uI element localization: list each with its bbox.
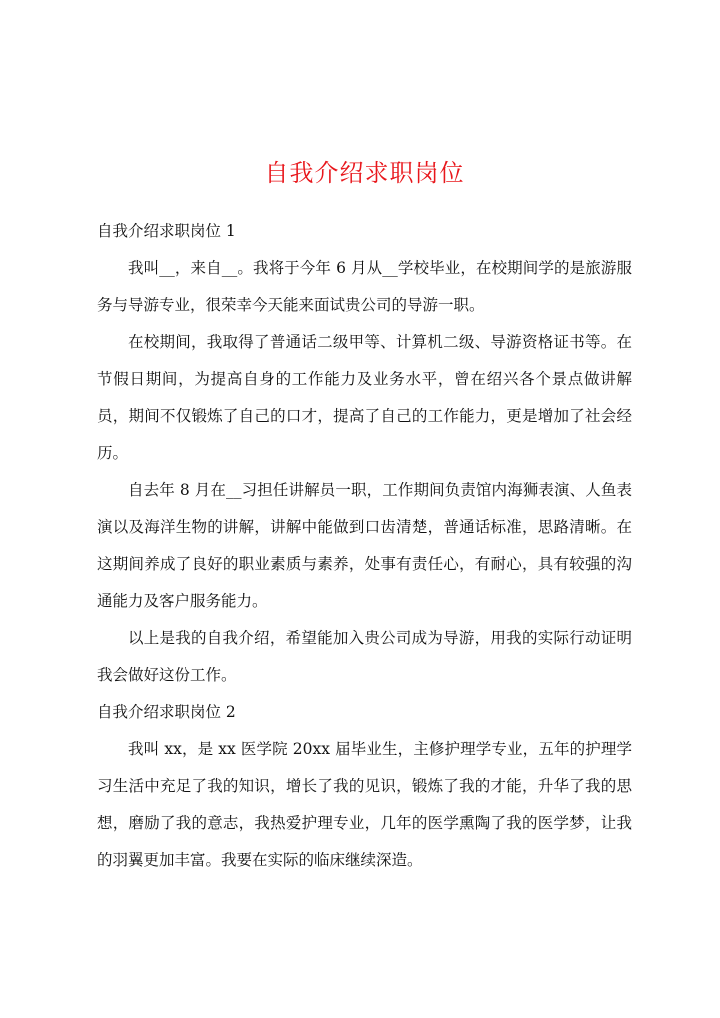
paragraph: 我叫__，来自__。我将于今年 6 月从__学校毕业，在校期间学的是旅游服务与导游专业，很荣幸今天能来面试贵公司的导游一职。 (97, 259, 632, 314)
paragraph: 在校期间，我取得了普通话二级甲等、计算机二级、导游资格证书等。在节假日期间，为提高自身的工作能力及业务水平，曾在绍兴各个景点做讲解员，期间不仅锻炼了自己的口才，提高了自己的工作能力，更是增加了社会经历。 (97, 333, 632, 462)
paragraph: 以上是我的自我介绍，希望能加入贵公司成为导游，用我的实际行动证明我会做好这份工作。 (97, 629, 632, 684)
document-title: 自我介绍求职岗位 (264, 159, 465, 187)
section-heading: 自我介绍求职岗位 1 (97, 222, 236, 240)
paragraph: 我叫 xx，是 xx 医学院 20xx 届毕业生，主修护理学专业，五年的护理学习生活中充足了我的知识，增长了我的见识，锻炼了我的才能，升华了我的思想，磨励了我的意志，我热爱护理专业，几年的医学熏陶了我的医学梦，让我的羽翼更加丰富。我要在实际的临床继续深造。 (97, 740, 632, 869)
section-2 (97, 694, 632, 879)
paragraph: 自去年 8 月在__习担任讲解员一职，工作期间负责馆内海狮表演、人鱼表演以及海洋生物的讲解，讲解中能做到口齿清楚，普通话标准，思路清晰。在这期间养成了良好的职业素质与素养，处事有责任心，有耐心，具有较强的沟通能力及客户服务能力。 (97, 481, 632, 610)
section-1 (97, 213, 632, 694)
section-heading: 自我介绍求职岗位 2 (97, 703, 236, 721)
